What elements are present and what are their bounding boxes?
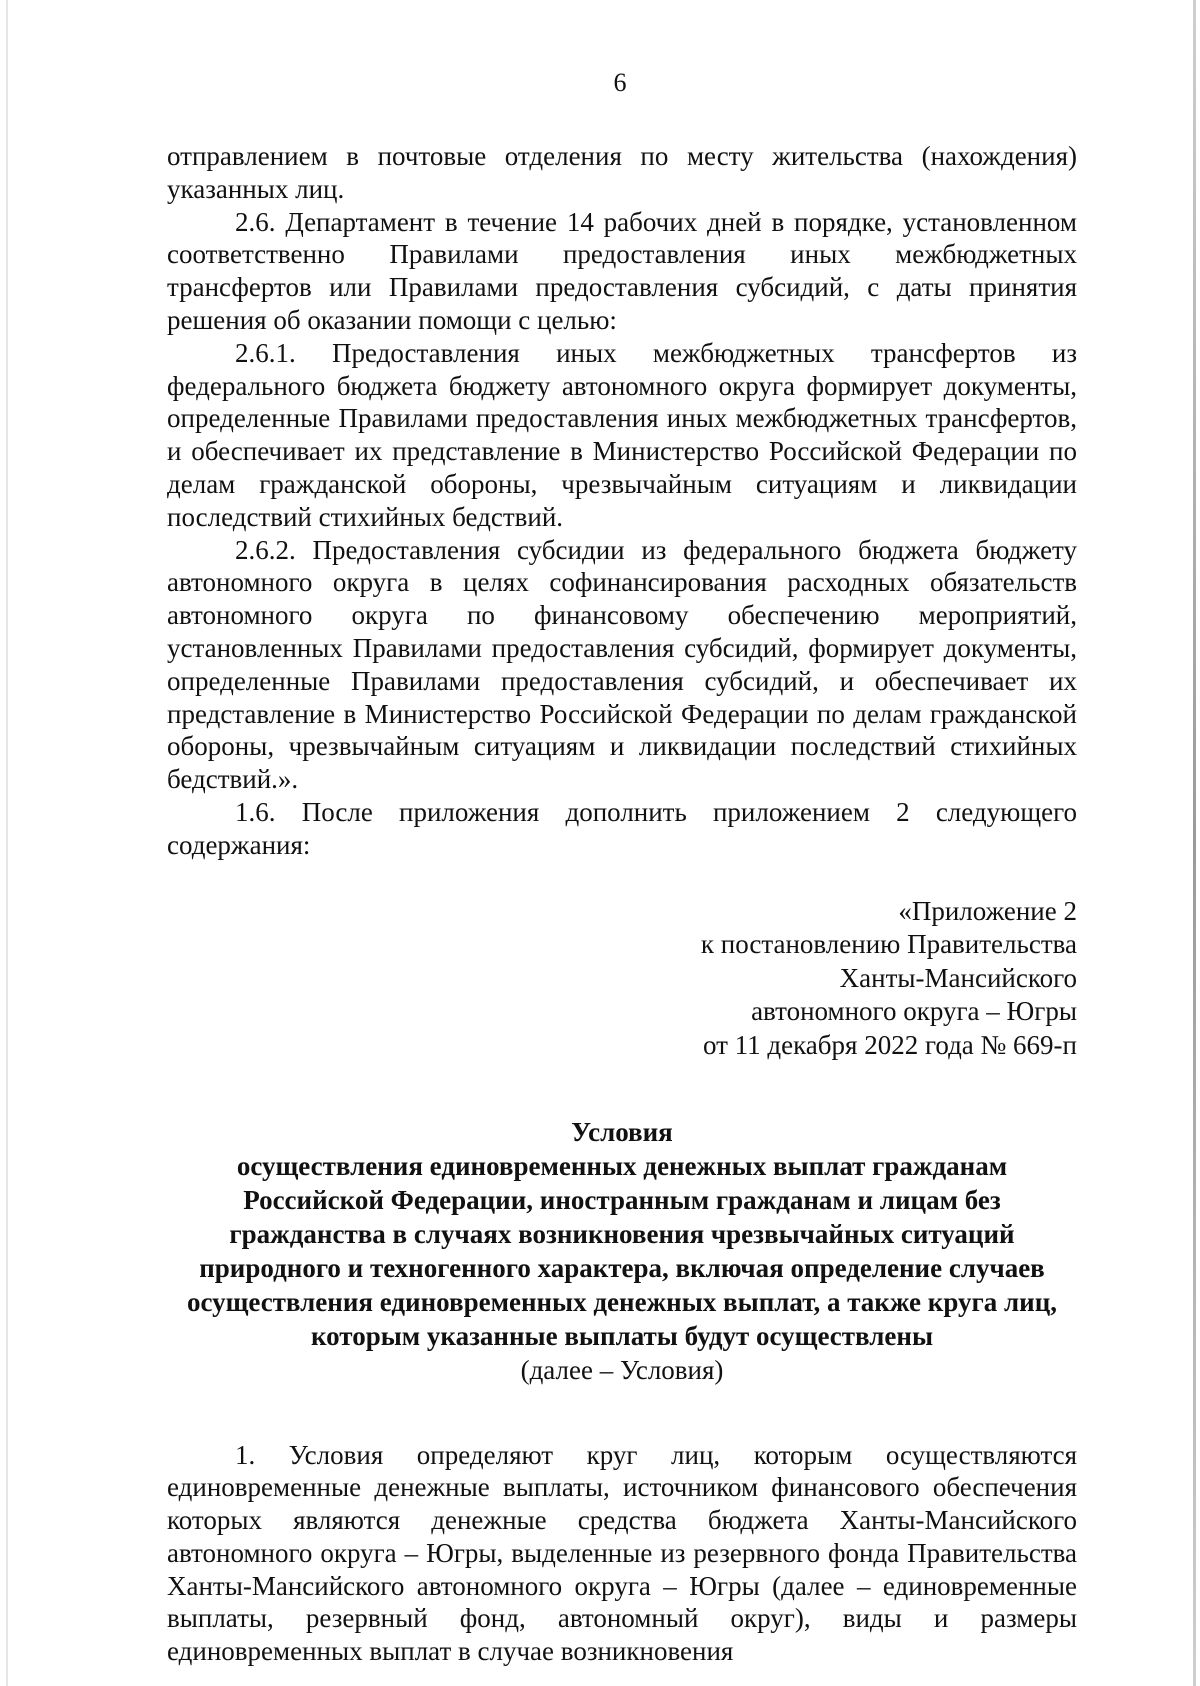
appendix-title: «Приложение 2 [898, 895, 1077, 926]
appendix-region: Ханты-Мансийского [839, 962, 1077, 993]
heading-subtitle: (далее – Условия) [520, 1354, 724, 1385]
scan-edge-right [1193, 0, 1196, 1686]
page-number: 6 [613, 68, 627, 97]
scan-edge-left [6, 0, 8, 1686]
paragraph-1: 1. Условия определяют круг лиц, которым осуществляются единовременные денежные выплаты, источником финансового обеспечения которых являются денежные средства бюджета Ханты-Мансийского автономного округа – Югры, выделенные из резервного фонда Правительства Ханты-Мансийского автономного округа – Югры (далее – единовременные выплаты, резервный фонд, автономный округ), виды и размеры единовременных выплат в случае возникновения [167, 1439, 1077, 1667]
appendix-decree: к постановлению Правительства [700, 929, 1077, 960]
paragraph-2-6-2: 2.6.2. Предоставления субсидии из федерального бюджета бюджету автономного округа в целях софинансирования расходных обязательств автономного округа по финансовому обеспечению мероприятий, установленных Правилами предоставления субсидий, формирует документы, определенные Правилами предоставления субсидий, и обеспечивает их представление в Министерство Российской Федерации по делам гражданской обороны, чрезвычайным ситуациям и ликвидации последствий стихийных бедствий.». [167, 534, 1077, 795]
heading-line-1: осуществления единовременных денежных выплат гражданам [236, 1150, 1008, 1181]
conditions-heading [167, 1115, 1077, 1387]
paragraph-2-6: 2.6. Департамент в течение 14 рабочих дней в порядке, установленном соответственно Правилами предоставления иных межбюджетных трансфертов или Правилами предоставления субсидий, с даты принятия решения об оказании помощи с целью: [167, 206, 1077, 335]
heading-title: Условия [571, 1116, 673, 1147]
continuation-paragraph: отправлением в почтовые отделения по месту жительства (нахождения) указанных лиц. [167, 141, 1077, 204]
heading-line-2: Российской Федерации, иностранным гражданам и лицам без [243, 1184, 1001, 1215]
paragraph-2-6-1: 2.6.1. Предоставления иных межбюджетных трансфертов из федерального бюджета бюджету автономного округа формирует документы, определенные Правилами предоставления иных межбюджетных трансфертов, и обеспечивает их представление в Министерство Российской Федерации по делам гражданской обороны, чрезвычайным ситуациям и ликвидации последствий стихийных бедствий. [167, 337, 1077, 532]
heading-line-3: гражданства в случаях возникновения чрезвычайных ситуаций [229, 1218, 1015, 1249]
appendix-okrug: автономного округа – Югры [751, 996, 1077, 1027]
conditions-body [167, 1439, 1077, 1669]
heading-line-5: осуществления единовременных денежных выплат, а также круга лиц, [186, 1286, 1058, 1317]
document-body [167, 140, 1077, 1668]
heading-line-4: природного и техногенного характера, включая определение случаев [199, 1252, 1045, 1283]
appendix-reference [167, 895, 1077, 1063]
heading-line-6: которым указанные выплаты будут осуществлены [310, 1320, 934, 1351]
paragraph-1-6: 1.6. После приложения дополнить приложением 2 следующего содержания: [167, 796, 1077, 860]
appendix-date-number: от 11 декабря 2022 года № 669-п [702, 1029, 1077, 1060]
